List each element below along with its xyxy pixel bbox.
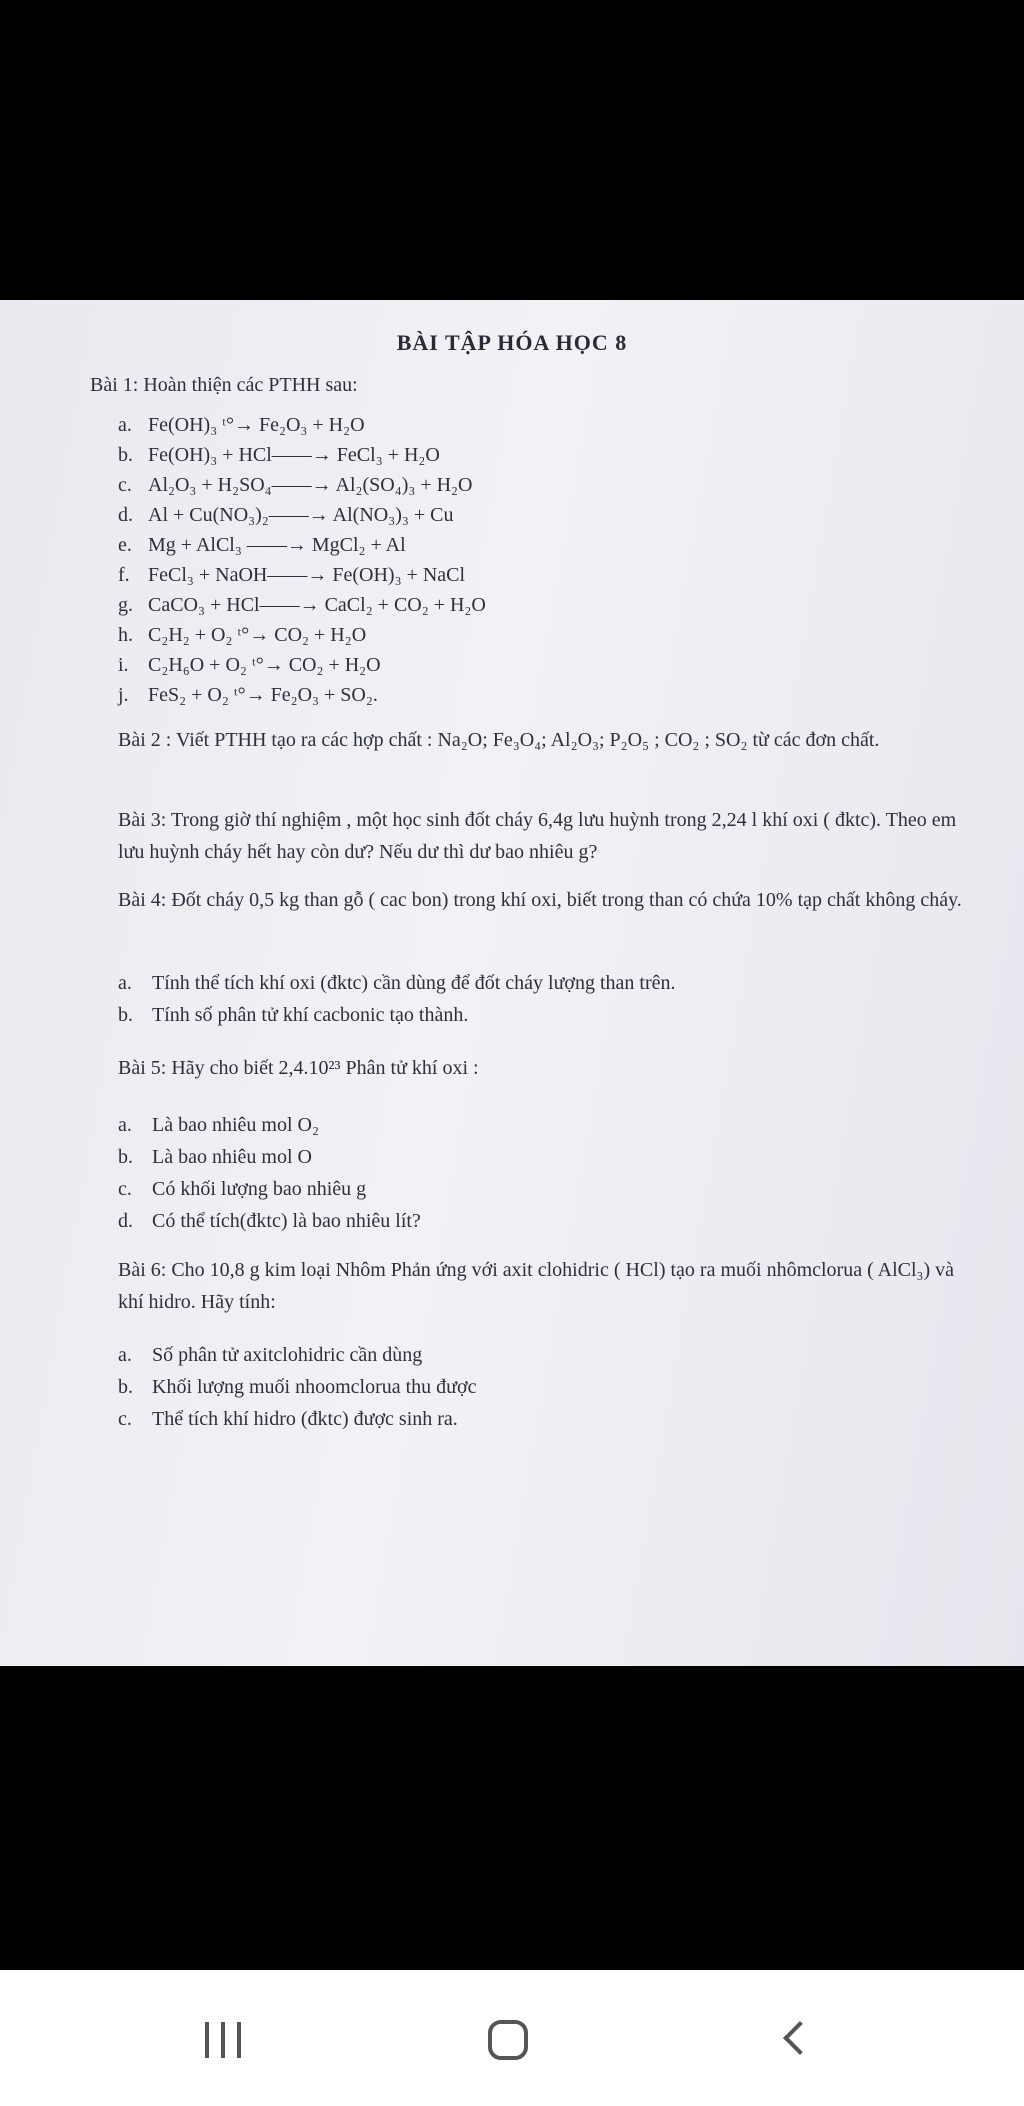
bai5-item-a: a. Là bao nhiêu mol O₂: [118, 1114, 319, 1136]
equation-e: e. Mg + AlCl₃ ——→ MgCl₂ + Al: [118, 534, 406, 556]
bai4-item-b: b. Tính số phân tử khí cacbonic tạo thành.: [118, 1004, 469, 1026]
bai5-heading: Bài 5: Hãy cho biết 2,4.10²³ Phân tử khí oxi :: [118, 1057, 479, 1079]
system-navigation-bar: [0, 1970, 1024, 2106]
equation-c: c. Al₂O₃ + H₂SO₄——→ Al₂(SO₄)₃ + H₂O: [118, 474, 473, 496]
bai3-text: Bài 3: Trong giờ thí nghiệm , một học sinh đốt cháy 6,4g lưu huỳnh trong 2,24 l khí oxi ( đktc). Theo em lưu huỳnh cháy hết hay còn dư? Nếu dư thì dư bao nhiêu g?: [118, 809, 957, 863]
home-icon[interactable]: [450, 2000, 570, 2080]
bai1-heading: Bài 1: Hoàn thiện các PTHH sau:: [90, 374, 358, 396]
bai6-item-b: b. Khối lượng muối nhoomclorua thu được: [118, 1376, 477, 1398]
equation-g: g. CaCO₃ + HCl——→ CaCl₂ + CO₂ + H₂O: [118, 594, 486, 616]
equation-j: j. FeS₂ + O₂ ᵗ°→ Fe₂O₃ + SO₂.: [118, 684, 378, 706]
bai5-item-b: b. Là bao nhiêu mol O: [118, 1146, 312, 1168]
bai6-heading: Bài 6: Cho 10,8 g kim loại Nhôm Phản ứng với axit clohidric ( HCl) tạo ra muối nhômclorua ( AlCl₃) và khí hidro. Hãy tính:: [118, 1259, 955, 1313]
bai6-item-c: c. Thể tích khí hidro (đktc) được sinh ra.: [118, 1408, 458, 1430]
equation-h: h. C₂H₂ + O₂ ᵗ°→ CO₂ + H₂O: [118, 624, 367, 646]
bai5-item-c: c. Có khối lượng bao nhiêu g: [118, 1178, 367, 1200]
equation-i: i. C₂H₆O + O₂ ᵗ°→ CO₂ + H₂O: [118, 654, 381, 676]
bai4-item-a: a. Tính thể tích khí oxi (đktc) cần dùng để đốt cháy lượng than trên.: [118, 972, 676, 994]
equation-a: a. Fe(OH)₃ ᵗ°→ Fe₂O₃ + H₂O: [118, 414, 365, 436]
bai5-item-d: d. Có thể tích(đktc) là bao nhiêu lít?: [118, 1210, 421, 1232]
equation-b: b. Fe(OH)₃ + HCl——→ FeCl₃ + H₂O: [118, 444, 440, 466]
bai4-heading: Bài 4: Đốt cháy 0,5 kg than gỗ ( cac bon) trong khí oxi, biết trong than có chứa 10% tạp chất không cháy.: [118, 889, 962, 911]
recent-apps-icon[interactable]: [163, 2000, 283, 2080]
document-title: BÀI TẬP HÓA HỌC 8: [396, 330, 628, 355]
equation-f: f. FeCl₃ + NaOH——→ Fe(OH)₃ + NaCl: [118, 564, 466, 586]
equation-d: d. Al + Cu(NO₃)₂——→ Al(NO₃)₃ + Cu: [118, 504, 454, 526]
bai2-text: Bài 2 : Viết PTHH tạo ra các hợp chất : Na₂O; Fe₃O₄; Al₂O₃; P₂O₅ ; CO₂ ; SO₂ từ các đơn chất.: [118, 729, 880, 751]
bai6-item-a: a. Số phân tử axitclohidric cần dùng: [118, 1344, 423, 1366]
document-photo: [0, 300, 1024, 1666]
back-icon[interactable]: [738, 2000, 858, 2080]
